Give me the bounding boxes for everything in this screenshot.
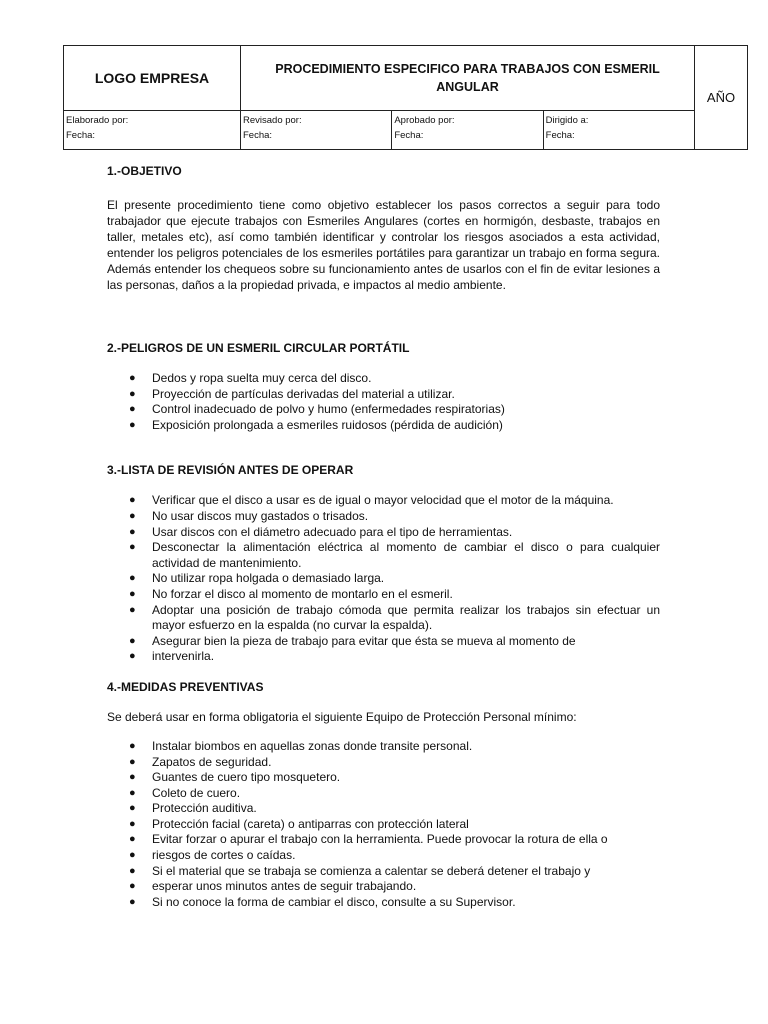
bullet-icon: ● — [129, 650, 136, 663]
bullet-icon: ● — [129, 403, 136, 416]
bullet-icon: ● — [129, 418, 136, 431]
signature-date-label: Fecha: — [66, 130, 96, 141]
list-item: ● Si no conoce la forma de cambiar el disco, consulte a su Supervisor. — [129, 894, 516, 909]
list-item: ● Verificar que el disco a usar es de igual o mayor velocidad que el motor de la máquina. — [129, 493, 614, 508]
bullet-icon: ● — [129, 541, 136, 554]
signature-label: Elaborado por: — [66, 115, 129, 126]
bullet-icon: ● — [129, 817, 136, 830]
bullet-icon: ● — [129, 833, 136, 846]
revision-list — [107, 493, 660, 665]
list-item: ● Instalar biombos en aquellas zonas donde transite personal. — [129, 738, 473, 753]
list-item: ● Zapatos de seguridad. — [129, 754, 272, 769]
list-item: ● Dedos y ropa suelta muy cerca del disco. — [129, 371, 372, 385]
signature-revisado — [241, 111, 392, 150]
bullet-icon: ● — [129, 802, 136, 815]
list-item: ● No usar discos muy gastados o trisados. — [129, 508, 369, 523]
list-item: ● Control inadecuado de polvo y humo (enfermedades respiratorias) — [129, 402, 505, 417]
list-item: ● No utilizar ropa holgada o demasiado larga. — [129, 571, 385, 586]
bullet-icon: ● — [129, 895, 136, 908]
bullet-icon: ● — [129, 525, 136, 538]
document-header — [63, 45, 748, 150]
section-title-medidas: 4.-MEDIDAS PREVENTIVAS — [107, 679, 264, 694]
signature-date-label: Fecha: — [394, 130, 424, 141]
list-item: ● Asegurar bien la pieza de trabajo para evitar que ésta se mueva al momento de — [129, 633, 576, 648]
objetivo-paragraph: El presente procedimiento tiene como objetivo establecer los pasos correctos a seguir para todo trabajador que ejecute trabajos con Esmeriles Angulares (cortes en hormigón, desbaste, trabajos en taller, metales etc), así como también identificar y controlar los riesgos asociados a esta actividad, entender los peligros potenciales de los esmeriles portátiles para garantizar un trabajo en forma segura. Además entender los chequeos sobre su funcionamiento antes de usarlos con el fin de evitar lesiones a las personas, daños a la propiedad privada, e impactos al medio ambiente. — [107, 198, 660, 292]
section-title-peligros: 2.-PELIGROS DE UN ESMERIL CIRCULAR PORTÁTIL — [107, 341, 410, 355]
signature-label: Revisado por: — [243, 115, 302, 126]
medidas-list — [107, 739, 660, 911]
document-title-line-2: ANGULAR — [436, 80, 499, 94]
list-item: ● Coleto de cuero. — [129, 785, 241, 800]
medidas-intro: Se deberá usar en forma obligatoria el siguiente Equipo de Protección Personal mínimo: — [107, 709, 577, 724]
bullet-icon: ● — [129, 739, 136, 752]
document-body — [107, 163, 660, 910]
peligros-list — [107, 371, 660, 433]
document-year: AÑO — [695, 46, 748, 150]
signature-date-label: Fecha: — [243, 130, 273, 141]
bullet-icon: ● — [129, 509, 136, 522]
list-item: ● esperar unos minutos antes de seguir trabajando. — [129, 879, 417, 894]
list-item: ● Adoptar una posición de trabajo cómoda que permita realizar los trabajos sin efectuar un mayor esfuerzo en la espalda (no curvar la espalda). — [129, 602, 660, 633]
list-item: ● Guantes de cuero tipo mosquetero. — [129, 770, 341, 785]
bullet-icon: ● — [129, 494, 136, 507]
bullet-icon: ● — [129, 786, 136, 799]
bullet-icon: ● — [129, 387, 136, 400]
bullet-icon: ● — [129, 864, 136, 877]
bullet-icon: ● — [129, 634, 136, 647]
section-title-objetivo: 1.-OBJETIVO — [107, 164, 182, 178]
section-title-revision: 3.-LISTA DE REVISIÓN ANTES DE OPERAR — [107, 463, 354, 478]
list-item: ● Proyección de partículas derivadas del material a utilizar. — [129, 386, 455, 401]
list-item: ● Usar discos con el diámetro adecuado para el tipo de herramientas. — [129, 524, 513, 539]
signature-aprobado — [392, 111, 543, 150]
bullet-icon: ● — [129, 587, 136, 600]
document-title — [241, 46, 695, 111]
bullet-icon: ● — [129, 771, 136, 784]
bullet-icon: ● — [129, 849, 136, 862]
list-item: ● riesgos de cortes o caídas. — [129, 848, 296, 863]
list-item: ● Desconectar la alimentación eléctrica al momento de cambiar el disco o para cualquier actividad de mantenimiento. — [129, 540, 660, 570]
signature-label: Dirigido a: — [545, 115, 589, 126]
company-logo-placeholder: LOGO EMPRESA — [64, 46, 241, 111]
list-item: ● Protección auditiva. — [129, 801, 257, 816]
signature-elaborado — [64, 111, 241, 150]
bullet-icon: ● — [129, 572, 136, 585]
signature-dirigido — [543, 111, 694, 150]
list-item: ● intervenirla. — [129, 649, 215, 664]
signature-label: Aprobado por: — [394, 115, 455, 126]
bullet-icon: ● — [129, 372, 136, 384]
bullet-icon: ● — [129, 880, 136, 893]
list-item: ● Si el material que se trabaja se comienza a calentar se deberá detener el trabajo y — [129, 863, 591, 878]
list-item: ● No forzar el disco al momento de montarlo en el esmeril. — [129, 586, 453, 601]
list-item: ● Exposición prolongada a esmeriles ruidosos (pérdida de audición) — [129, 417, 503, 432]
list-item: ● Protección facial (careta) o antiparras con protección lateral — [129, 816, 469, 831]
list-item: ● Evitar forzar o apurar el trabajo con la herramienta. Puede provocar la rotura de ella o — [129, 832, 608, 847]
document-title-line-1: PROCEDIMIENTO ESPECIFICO PARA TRABAJOS CON ESMERIL — [275, 62, 660, 76]
signature-date-label: Fecha: — [545, 130, 575, 141]
bullet-icon: ● — [129, 755, 136, 768]
bullet-icon: ● — [129, 603, 136, 616]
